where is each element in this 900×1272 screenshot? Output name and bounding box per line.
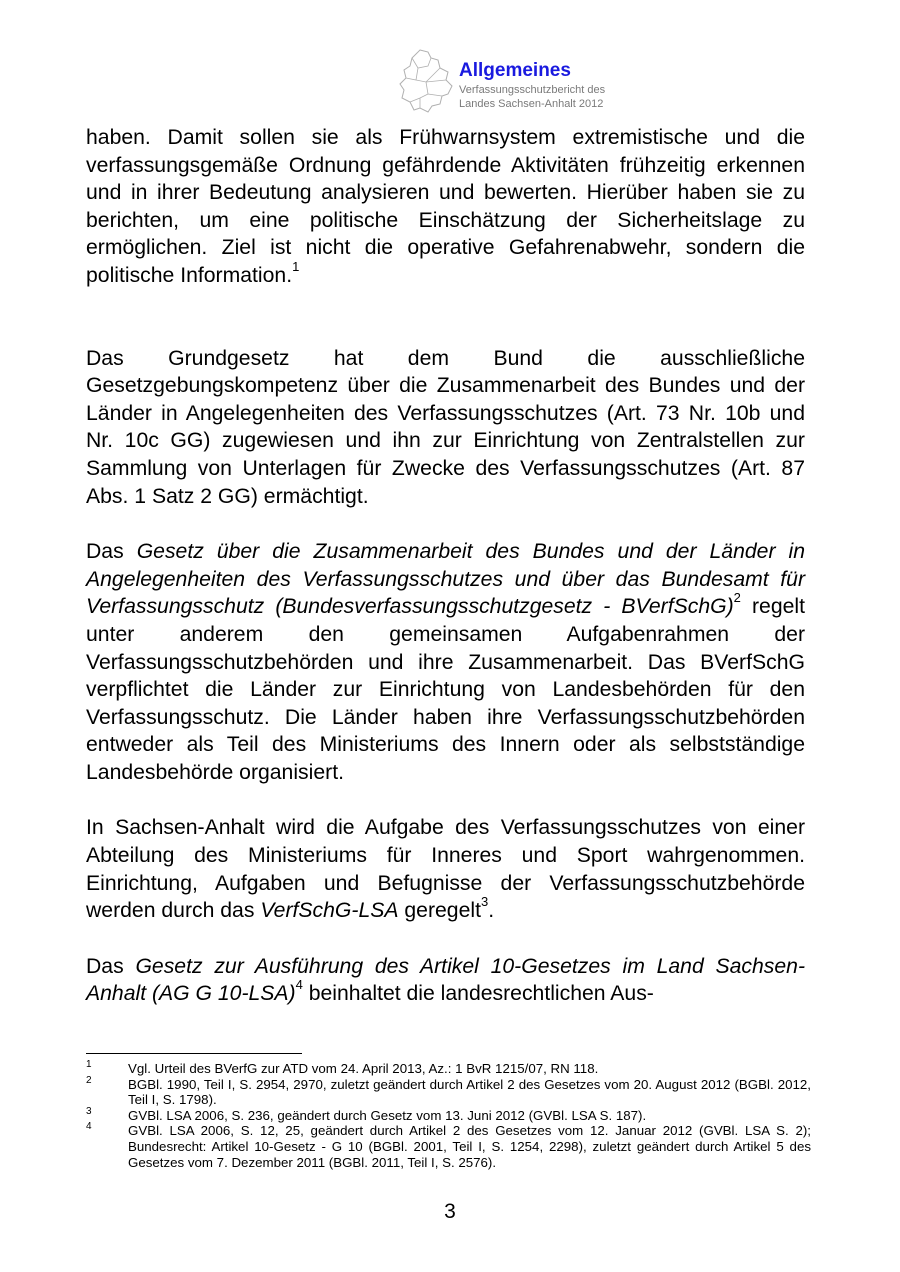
sachsen-anhalt-map-icon — [398, 48, 456, 114]
paragraph-4-end: . — [488, 899, 495, 923]
paragraph-5-rest: beinhaltet die landesrechtlichen Aus- — [308, 982, 654, 1006]
paragraph-5-law-title: Gesetz zur Ausführung des Artikel 10-Gesetzes im Land Sachsen-Anhalt (AG G 10-LSA) — [86, 954, 806, 1006]
body-text — [86, 124, 805, 1008]
header-subtitle-line2: Landes Sachsen-Anhalt 2012 — [459, 98, 604, 110]
footnote — [86, 1105, 811, 1124]
paragraph-3-rest: regelt unter anderem den gemeinsamen Aufgabenrahmen der Verfassungsschutzbehörden und ihre Zusammenarbeit. Das BVerfSchG verpflichtet die Länder zur Einrichtung von Landesbehörden für den Verfassungsschutz. Die Länder haben ihre Verfassungsschutzbehörden entweder als Teil des Ministeriums des Innern oder als selbstständige Landesbehörde organisiert. — [86, 595, 805, 784]
footnote-text: GVBl. LSA 2006, S. 12, 25, geändert durch Artikel 2 des Gesetzes vom 12. Januar 2012 (GVBl. LSA S. 2); Bundesrecht: Artikel 10-Gesetz - G 10 (BGBl. 2001, Teil I, S. 1254, 2298), zuletzt geändert durch Artikel 5 des Gesetzes vom 7. Dezember 2011 (BGBl. 2011, Teil I, S. 2576). — [128, 1123, 811, 1170]
footnote — [86, 1061, 811, 1077]
paragraph-4-lead: In Sachsen-Anhalt wird die Aufgabe des Verfassungsschutzes von einer Abteilung des Ministeriums für Inneres und Sport wahrgenommen. Einrichtung, Aufgaben und Befugnisse der Verfassungsschutzbehörde werden durch das — [86, 816, 805, 923]
footnote-ref-4: 4 — [295, 977, 303, 993]
page-header — [398, 48, 658, 118]
footnote-divider — [86, 1053, 302, 1054]
footnote-number: 1 — [86, 1059, 92, 1070]
header-title: Allgemeines — [459, 60, 571, 81]
paragraph-1 — [86, 124, 805, 290]
footnotes — [86, 1061, 811, 1170]
paragraph-3 — [86, 538, 805, 786]
header-subtitle — [459, 83, 605, 111]
footnote-text: Vgl. Urteil des BVerfG zur ATD vom 24. April 2013, Az.: 1 BvR 1215/07, RN 118. — [128, 1061, 599, 1076]
paragraph-3-lead: Das — [86, 540, 124, 564]
paragraph-5-lead: Das — [86, 954, 124, 978]
page-number: 3 — [444, 1200, 456, 1223]
paragraph-3-law-title: Gesetz über die Zusammenarbeit des Bundes und der Länder in Angelegenheiten des Verfassungsschutzes und über das Bundesamt für Verfassungsschutz (Bundesverfassungsschutzgesetz - BVerfSchG) — [86, 540, 805, 619]
footnote-number: 4 — [86, 1121, 92, 1133]
footnote-ref-3: 3 — [480, 894, 489, 910]
paragraph-2-text: Das Grundgesetz hat dem Bund die ausschließliche Gesetzgebungskompetenz über die Zusammenarbeit des Bundes und der Länder in Angelegenheiten des Verfassungsschutzes (Art. 73 Nr. 10b und Nr. 10c GG) zugewiesen und ihn zur Einrichtung von Zentralstellen zur Sammlung von Unterlagen für Zwecke des Verfassungsschutzes (Art. 87 Abs. 1 Satz 2 GG) ermächtigt. — [86, 346, 805, 508]
paragraph-4-rest: geregelt — [404, 899, 481, 923]
paragraph-4-law-abbrev: VerfSchG-LSA — [260, 899, 399, 923]
footnote-number: 3 — [86, 1105, 92, 1117]
paragraph-5 — [86, 953, 805, 1008]
footnote-text: GVBl. LSA 2006, S. 236, geändert durch Gesetz vom 13. Juni 2012 (GVBl. LSA S. 187). — [128, 1107, 647, 1123]
footnote-number: 2 — [86, 1074, 92, 1086]
footnote-ref-1: 1 — [292, 258, 300, 274]
paragraph-4 — [86, 814, 805, 924]
header-subtitle-line1: Verfassungsschutzbericht des — [459, 84, 606, 96]
footnote-ref-2: 2 — [733, 590, 741, 606]
paragraph-1-text: haben. Damit sollen sie als Frühwarnsystem extremistische und die verfassungsgemäße Ordnung gefährdende Aktivitäten frühzeitig erkennen und in ihrer Bedeutung analysieren und bewerten. Hierüber haben sie zu berichten, um eine politische Einschätzung der Sicherheitslage zu ermöglichen. Ziel ist nicht die operative Gefahrenabwehr, sondern die politische Information. — [86, 126, 805, 287]
footnote-text: BGBl. 1990, Teil I, S. 2954, 2970, zuletzt geändert durch Artikel 2 des Gesetzes vom 20. August 2012 (BGBl. 2012, Teil I, S. 1798). — [128, 1076, 811, 1108]
paragraph-2 — [86, 345, 805, 511]
footnote — [86, 1123, 811, 1170]
footnote — [86, 1074, 811, 1108]
